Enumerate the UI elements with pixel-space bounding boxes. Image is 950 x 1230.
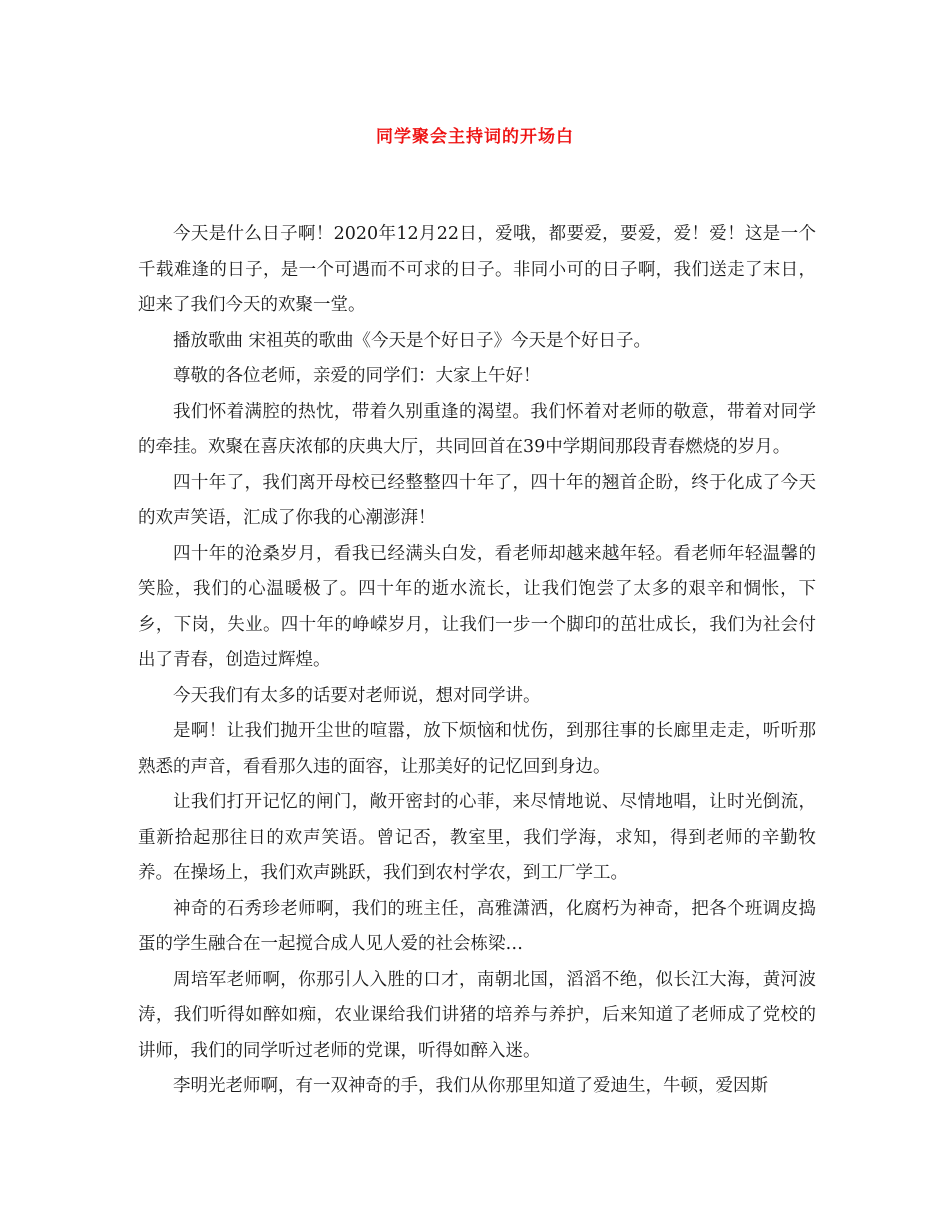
paragraph: 四十年了，我们离开母校已经整整四十年了，四十年的翘首企盼，终于化成了今天的欢声笑语，汇成了你我的心潮澎湃！	[138, 472, 816, 528]
paragraph: 四十年的沧桑岁月，看我已经满头白发，看老师却越来越年轻。看老师年轻温馨的笑脸，我们的心温暖极了。四十年的逝水流长，让我们饱尝了太多的艰辛和惆怅，下乡，下岗，失业。四十年的峥嵘岁月，让我们一步一个脚印的茁壮成长，我们为社会付出了青春，创造过辉煌。	[138, 543, 816, 670]
paragraph: 尊敬的各位老师，亲爱的同学们：大家上午好！	[173, 366, 541, 386]
paragraph: 神奇的石秀珍老师啊，我们的班主任，高雅潇洒，化腐朽为神奇，把各个班调皮捣蛋的学生融合在一起搅合成人见人爱的社会栋梁…	[138, 898, 816, 954]
document-body	[138, 217, 816, 1105]
document-title: 同学聚会主持词的开场白	[376, 127, 574, 147]
paragraph: 今天是什么日子啊！2020年12月22日，爱哦，都要爱，要爱，爱！爱！这是一个千载难逢的日子，是一个可遇而不可求的日子。非同小可的日子啊，我们送走了末日，迎来了我们今天的欢聚一堂。	[138, 224, 816, 315]
paragraph: 让我们打开记忆的闸门，敞开密封的心菲，来尽情地说、尽情地唱，让时光倒流，重新拾起那往日的欢声笑语。曾记否，教室里，我们学海，求知，得到老师的辛勤牧养。在操场上，我们欢声跳跃，我们到农村学农，到工厂学工。	[138, 792, 816, 883]
paragraph: 李明光老师啊，有一双神奇的手，我们从你那里知道了爱迪生，牛顿，爱因斯	[173, 1076, 768, 1096]
paragraph: 我们怀着满腔的热忱，带着久别重逢的渴望。我们怀着对老师的敬意，带着对同学的牵挂。欢聚在喜庆浓郁的庆典大厅，共同回首在39中学期间那段青春燃烧的岁月。	[138, 401, 816, 457]
paragraph: 播放歌曲 宋祖英的歌曲《今天是个好日子》今天是个好日子。	[173, 330, 652, 351]
paragraph: 周培军老师啊，你那引人入胜的口才，南朝北国，滔滔不绝，似长江大海，黄河波涛，我们听得如醉如痴，农业课给我们讲猪的培养与养护，后来知道了老师成了党校的讲师，我们的同学听过老师的党课，听得如醉入迷。	[138, 969, 816, 1061]
paragraph: 是啊！让我们抛开尘世的喧嚣，放下烦恼和忧伤，到那往事的长廊里走走，听听那熟悉的声音，看看那久违的面容，让那美好的记忆回到身边。	[138, 721, 816, 777]
paragraph: 今天我们有太多的话要对老师说，想对同学讲。	[173, 685, 541, 706]
